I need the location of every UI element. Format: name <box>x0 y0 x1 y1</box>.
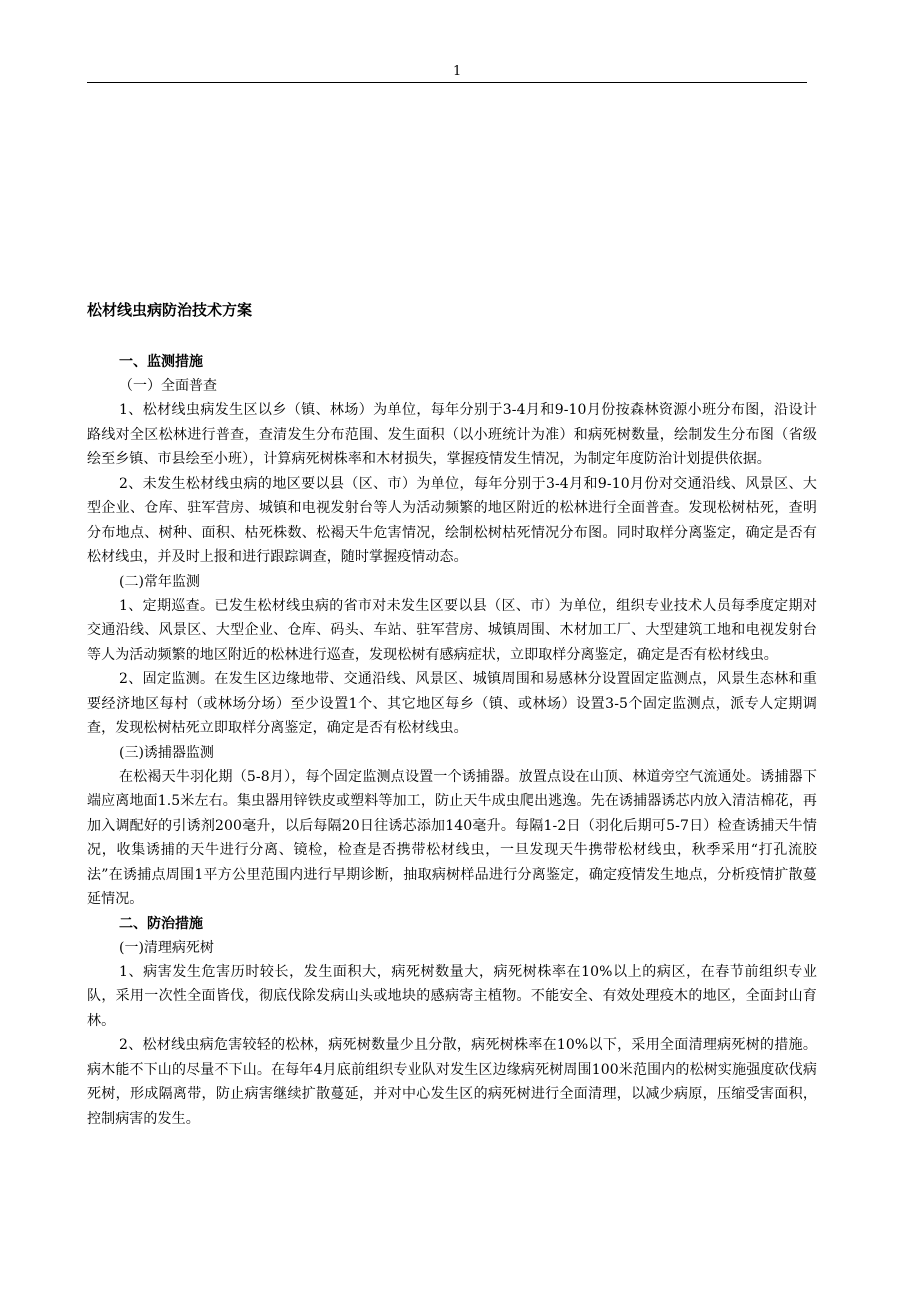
subsection-heading-trap-monitoring: (三)诱捕器监测 <box>119 744 214 761</box>
document-body <box>87 300 817 1131</box>
page-number: 1 <box>453 64 462 79</box>
document-title: 松材线虫病防治技术方案 <box>87 301 253 319</box>
paragraph: 2、未发生松材线虫病的地区要以县（区、市）为单位，每年分别于3-4月和9-10月份对交通沿线、风景区、大型企业、仓库、驻军营房、城镇和电视发射台等人为活动频繁的地区附近的松林进行全面普查。发现松树枯死，查明分布地点、树种、面积、枯死株数、松褐天牛危害情况，绘制松树枯死情况分布图。同时取样分离鉴定，确定是否有松材线虫，并及时上报和进行跟踪调查，随时掌握疫情动态。 <box>87 475 817 565</box>
subsection-heading-clear-dead-trees: (一)清理病死树 <box>119 939 214 956</box>
header-rule <box>87 82 807 83</box>
section-heading-monitoring: 一、监测措施 <box>119 354 203 370</box>
section-heading-control: 二、防治措施 <box>119 915 203 932</box>
paragraph: 1、松材线虫病发生区以乡（镇、林场）为单位，每年分别于3-4月和9-10月份按森林资源小班分布图，沿设计路线对全区松林进行普查，查清发生分布范围、发生面积（以小班统计为准）和病死树数量，绘制发生分布图（省级绘至乡镇、市县绘至小班），计算病死树株率和木材损失，掌握疫情发生情况，为制定年度防治计划提供依据。 <box>87 402 817 467</box>
paragraph: 1、病害发生危害历时较长，发生面积大，病死树数量大，病死树株率在10%以上的病区，在春节前组织专业队，采用一次性全面皆伐，彻底伐除发病山头或地块的感病寄主植物。不能安全、有效处理疫木的地区，全面封山育林。 <box>87 963 817 1029</box>
paragraph: 2、松材线虫病危害较轻的松林，病死树数量少且分散，病死树株率在10%以下，采用全面清理病死树的措施。病木能不下山的尽量不下山。在每年4月底前组织专业队对发生区边缘病死树周围100米范围内的松树实施强度砍伐病死树，形成隔离带，防止病害继续扩散蔓延，并对中心发生区的病死树进行全面清理，以减少病原，压缩受害面积，控制病害的发生。 <box>87 1037 817 1127</box>
paragraph: 在松褐天牛羽化期（5-8月），每个固定监测点设置一个诱捕器。放置点设在山顶、林道旁空气流通处。诱捕器下端应离地面1.5米左右。集虫器用锌铁皮或塑料等加工，防止天牛成虫爬出逃逸。先在诱捕器诱芯内放入清洁棉花，再加入调配好的引诱剂200毫升，以后每隔20日往诱芯添加140毫升。每隔1-2日（羽化后期可5-7日）检查诱捕天牛情况，收集诱捕的天牛进行分离、镜检，检查是否携带松材线虫，一旦发现天牛携带松材线虫，秋季采用“打孔流胶法”在诱捕点周围1平方公里范围内进行早期诊断，抽取病树样品进行分离鉴定，确定疫情发生地点，分析疫情扩散蔓延情况。 <box>87 768 817 907</box>
paragraph: 1、定期巡查。已发生松材线虫病的省市对未发生区要以县（区、市）为单位，组织专业技术人员每季度定期对交通沿线、风景区、大型企业、仓库、码头、车站、驻军营房、城镇周围、木材加工厂、大型建筑工地和电视发射台等人为活动频繁的地区附近的松林进行巡查，发现松树有感病症状，立即取样分离鉴定，确定是否有松材线虫。 <box>87 597 817 663</box>
subsection-heading-general-survey: （一）全面普查 <box>119 378 217 394</box>
subsection-heading-regular-monitoring: (二)常年监测 <box>119 573 200 590</box>
paragraph: 2、固定监测。在发生区边缘地带、交通沿线、风景区、城镇周围和易感林分设置固定监测点，风景生态林和重要经济地区每村（或林场分场）至少设置1个、其它地区每乡（镇、或林场）设置3-5个固定监测点，派专人定期调查，发现松树枯死立即取样分离鉴定，确定是否有松材线虫。 <box>87 671 817 736</box>
